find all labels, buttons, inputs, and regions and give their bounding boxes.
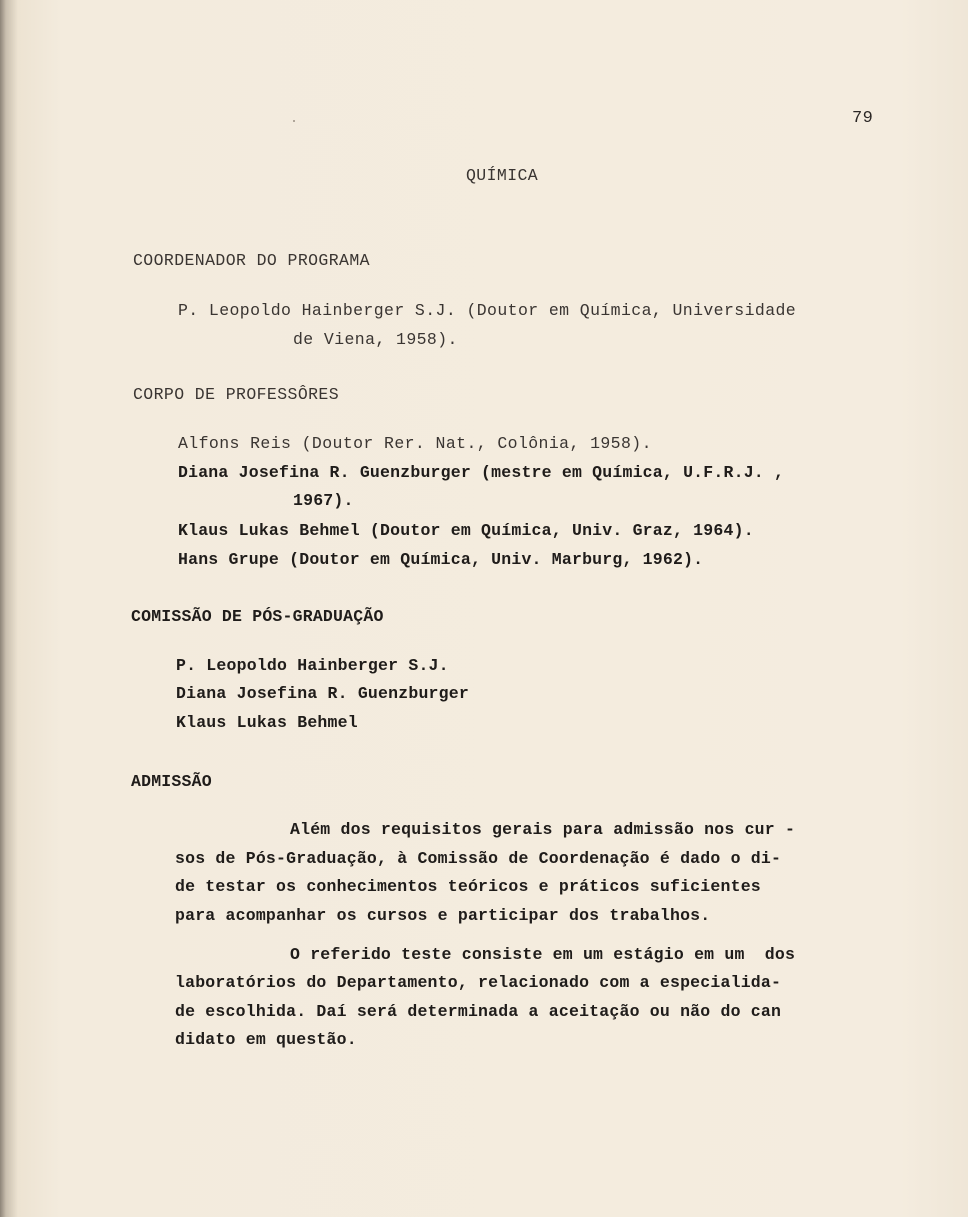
professor-line: 1967). xyxy=(293,491,354,510)
paragraph-line: Além dos requisitos gerais para admissão nos cur - xyxy=(290,820,796,839)
heading-coordenador: COORDENADOR DO PROGRAMA xyxy=(133,251,370,270)
comissao-member: Klaus Lukas Behmel xyxy=(176,713,358,732)
heading-comissao: COMISSÃO DE PÓS-GRADUAÇÃO xyxy=(131,607,384,626)
professor-line: Klaus Lukas Behmel (Doutor em Química, Univ. Graz, 1964). xyxy=(178,521,754,540)
professor-line: Diana Josefina R. Guenzburger (mestre em Química, U.F.R.J. , xyxy=(178,463,785,482)
paragraph-line: de testar os conhecimentos teóricos e práticos suficientes xyxy=(175,877,761,896)
page-number: 79 xyxy=(852,109,874,128)
page-title: QUÍMICA xyxy=(466,166,539,185)
professor-line: Hans Grupe (Doutor em Química, Univ. Marburg, 1962). xyxy=(178,550,704,569)
paragraph-line: laboratórios do Departamento, relacionado com a especialida- xyxy=(175,973,782,992)
coordenador-line-1: P. Leopoldo Hainberger S.J. (Doutor em Química, Universidade xyxy=(178,301,797,320)
paragraph-line: de escolhida. Daí será determinada a aceitação ou não do can xyxy=(175,1002,782,1021)
coordenador-line-2: de Viena, 1958). xyxy=(293,330,458,349)
paragraph-line: sos de Pós-Graduação, à Comissão de Coordenação é dado o di- xyxy=(175,849,782,868)
comissao-member: P. Leopoldo Hainberger S.J. xyxy=(176,656,449,675)
heading-admissao: ADMISSÃO xyxy=(131,772,212,791)
paragraph-line: para acompanhar os cursos e participar dos trabalhos. xyxy=(175,906,711,925)
paragraph-line: O referido teste consiste em um estágio em um dos xyxy=(290,945,796,964)
heading-corpo-professores: CORPO DE PROFESSÔRES xyxy=(133,385,340,404)
comissao-member: Diana Josefina R. Guenzburger xyxy=(176,684,469,703)
paragraph-line: didato em questão. xyxy=(175,1030,357,1049)
page-speck xyxy=(293,120,295,122)
professor-line: Alfons Reis (Doutor Rer. Nat., Colônia, 1958). xyxy=(178,434,652,453)
